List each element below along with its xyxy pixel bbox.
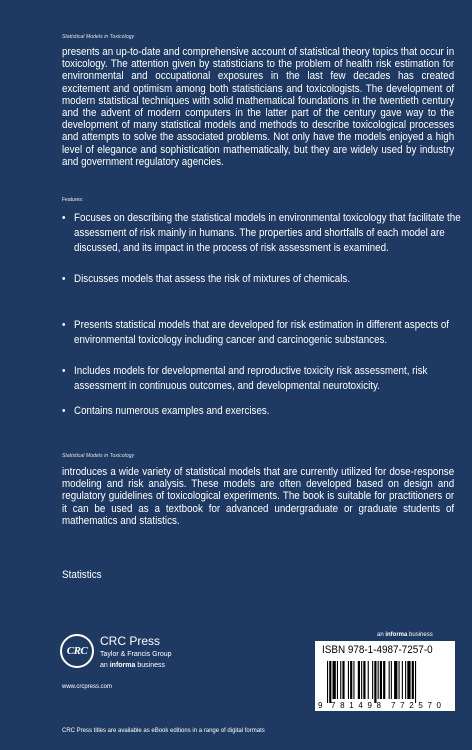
feature-text: Includes models for developmental and reproductive toxicity risk assessment, risk assessment in continuous outcomes, and developmental neurotoxicity. <box>74 365 428 393</box>
intro-paragraph: presents an up-to-date and comprehensive account of statistical theory topics that occur in toxicology. The attention given by statisticians to the problem of health risk estimation for environmental and occupational exposures in the last few decades has created excitement and optimism among both statisticians and toxicologists. The development of modern statistical techniques with solid mathematical foundations in the twentieth century and the advent of modern computers in the latter part of the century gave way to the development of many statistical models and methods to describe toxicological processes and attempts to solve the associated problems. Not only have the models enjoyed a high level of elegance and sophistication mathematically, but they are widely used by industry and government regulatory agencies. <box>62 46 455 168</box>
barcode-graphic <box>315 641 455 711</box>
barcode-bar <box>407 661 410 699</box>
informa-prefix: an <box>377 632 386 638</box>
feature-item <box>62 211 466 257</box>
barcode-bar <box>372 661 373 699</box>
barcode-bar <box>374 661 376 703</box>
barcode-bar <box>333 661 336 699</box>
barcode-bar <box>394 661 397 699</box>
book-title-small-2: Statistical Models in Toxicology <box>62 453 135 459</box>
barcode-bar <box>340 661 341 699</box>
crc-logo-icon <box>60 634 94 668</box>
bullet-icon: • <box>62 319 66 331</box>
isbn-text: ISBN 978-1-4987-7257-0 <box>322 644 433 656</box>
barcode-bar <box>412 661 414 699</box>
isbn-barcode <box>315 641 455 711</box>
barcode-bar <box>342 661 344 699</box>
barcode-bar <box>353 661 354 699</box>
bullet-icon: • <box>62 405 66 417</box>
crc-logo-text: CRC <box>66 645 88 657</box>
barcode-bar <box>415 661 416 703</box>
barcode-bar <box>337 661 338 699</box>
subject-category: Statistics <box>62 569 102 581</box>
business-prefix: an <box>100 662 110 669</box>
feature-text: Discusses models that assess the risk of mixtures of chemicals. <box>74 273 351 285</box>
features-label: Features: <box>62 197 84 203</box>
feature-item <box>62 364 466 394</box>
barcode-bar <box>383 661 385 699</box>
barcode-bar <box>389 661 390 699</box>
feature-text: Focuses on describing the statistical models in environmental toxicology that facilitate the assessment of risk mainly in humans. The properties and shortfalls of each model are discussed, and its impact in the process of risk assessment is examined. <box>74 212 461 255</box>
barcode-bar <box>405 661 406 699</box>
barcode-bar <box>399 661 400 699</box>
publisher-name: CRC Press <box>100 634 161 648</box>
informa-suffix: business <box>407 632 433 638</box>
barcode-bar <box>329 661 331 703</box>
barcode-bar <box>363 661 365 699</box>
barcode-bar <box>368 661 369 699</box>
bullet-icon: • <box>62 273 66 285</box>
barcode-bar <box>361 661 362 699</box>
barcode-bar <box>391 661 392 699</box>
bullet-icon: • <box>62 212 66 224</box>
barcode-bar <box>358 661 360 699</box>
feature-text: Presents statistical models that are developed for risk estimation in different aspects of environmental toxicology including cancer and carcinogenic substances. <box>74 319 450 347</box>
barcode-bar <box>402 661 403 699</box>
publisher-group: Taylor & Francis Group <box>100 651 172 658</box>
business-suffix: business <box>135 662 165 669</box>
feature-text: Contains numerous examples and exercises. <box>74 405 270 417</box>
barcode-bar <box>380 661 382 699</box>
publisher-url[interactable]: www.crcpress.com <box>62 684 113 690</box>
book-title-small: Statistical Models in Toxicology <box>62 34 135 40</box>
barcode-right-digits: 772570 <box>391 701 441 710</box>
informa-business-tag <box>377 632 433 638</box>
feature-item <box>62 272 466 287</box>
barcode-bar <box>327 661 328 703</box>
barcode-lead-digit: 9 <box>318 701 323 710</box>
informa-brand: informa <box>385 632 408 638</box>
closing-paragraph: introduces a wide variety of statistical models that are currently utilized for dose-response modeling and risk analysis. These models are often developed based on design and regulatory guidelines of toxicological experiments. The book is suitable for practitioners or it can be used as a textbook for advanced undergraduate or graduate students of mathematics and statistics. <box>62 466 455 527</box>
bullet-icon: • <box>62 365 66 377</box>
barcode-left-digits: 781498 <box>331 701 381 710</box>
publisher-business-line <box>100 662 165 669</box>
barcode-bar <box>378 661 379 699</box>
business-brand: informa <box>109 662 136 669</box>
barcode-bar <box>348 661 349 699</box>
feature-item <box>62 318 466 348</box>
barcode-bar <box>350 661 352 699</box>
feature-item <box>62 404 466 419</box>
ebook-note: CRC Press titles are available as eBook editions in a range of digital formats <box>62 728 265 734</box>
